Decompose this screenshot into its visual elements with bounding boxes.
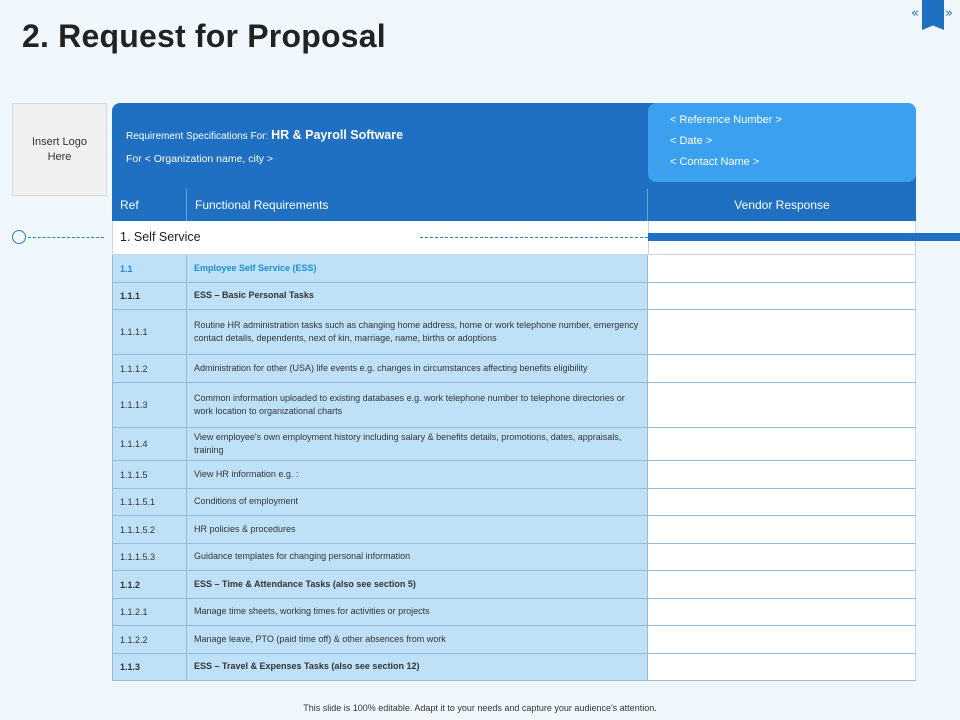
requirement-spec-line	[126, 128, 403, 142]
table-row	[112, 516, 916, 544]
ref-cell: 1.1.1.5	[112, 461, 187, 488]
table-row	[112, 255, 916, 283]
previous-slide-button[interactable]: «	[911, 6, 919, 21]
requirement-cell: Guidance templates for changing personal information	[187, 544, 648, 570]
ref-cell: 1.1.2.1	[112, 599, 187, 625]
requirement-cell: View employee's own employment history including salary & benefits details, promotions, dates, appraisals, training	[187, 428, 648, 460]
ref-cell: 1.1.2	[112, 571, 187, 598]
requirement-subject: HR & Payroll Software	[271, 128, 404, 142]
table-row	[112, 571, 916, 599]
table-row	[112, 599, 916, 626]
dashed-connector-middle	[420, 237, 648, 238]
requirement-cell: View HR information e.g. :	[187, 461, 648, 488]
accent-bar	[648, 233, 960, 241]
requirement-cell: Common information uploaded to existing databases e.g. work telephone number to telephone directories or work location to organizational charts	[187, 383, 648, 427]
table-row	[112, 626, 916, 654]
table-row	[112, 428, 916, 461]
requirement-prefix: Requirement Specifications For:	[126, 131, 272, 142]
vendor-response-cell[interactable]	[648, 654, 916, 680]
vendor-response-cell[interactable]	[648, 516, 916, 543]
table-row	[112, 383, 916, 428]
table-row	[112, 355, 916, 383]
ref-cell: 1.1.2.2	[112, 626, 187, 653]
vendor-response-cell[interactable]	[648, 626, 916, 653]
requirement-cell: Administration for other (USA) life events e.g. changes in circumstances affecting benefits eligibility	[187, 355, 648, 382]
vendor-response-cell[interactable]	[648, 489, 916, 515]
requirement-cell: Routine HR administration tasks such as changing home address, home or work telephone number, emergency contact details, dependents, next of kin, marriage, name, births or adoptions	[187, 310, 648, 354]
requirement-cell: ESS – Time & Attendance Tasks (also see section 5)	[187, 571, 648, 598]
ref-cell: 1.1.1.4	[112, 428, 187, 460]
date-field: < Date >	[670, 135, 713, 147]
vendor-response-cell[interactable]	[648, 355, 916, 382]
bookmark-ribbon	[922, 0, 944, 30]
ref-cell: 1.1.3	[112, 654, 187, 680]
reference-number: < Reference Number >	[670, 114, 782, 126]
vendor-response-cell[interactable]	[648, 599, 916, 625]
vendor-response-cell[interactable]	[648, 461, 916, 488]
vendor-response-cell[interactable]	[648, 283, 916, 309]
vendor-response-cell[interactable]	[648, 383, 916, 427]
vendor-response-cell[interactable]	[648, 571, 916, 598]
vendor-response-cell[interactable]	[648, 310, 916, 354]
column-header-ref: Ref	[112, 189, 187, 221]
ref-cell: 1.1.1	[112, 283, 187, 309]
dashed-connector-left	[28, 237, 104, 238]
requirement-cell: Conditions of employment	[187, 489, 648, 515]
requirements-table	[112, 255, 916, 681]
organization-line: For < Organization name, city >	[126, 153, 274, 165]
column-header-vendor: Vendor Response	[648, 189, 916, 221]
table-row	[112, 310, 916, 355]
ref-cell: 1.1.1.5.1	[112, 489, 187, 515]
logo-placeholder-text: Insert Logo Here	[31, 135, 88, 163]
vendor-response-cell[interactable]	[648, 255, 916, 282]
table-row	[112, 654, 916, 681]
footer-note: This slide is 100% editable. Adapt it to your needs and capture your audience's attention.	[303, 703, 657, 713]
ref-cell: 1.1.1.5.3	[112, 544, 187, 570]
requirement-cell: ESS – Basic Personal Tasks	[187, 283, 648, 309]
ref-cell: 1.1.1.2	[112, 355, 187, 382]
column-header-functional: Functional Requirements	[187, 189, 648, 221]
requirement-cell: HR policies & procedures	[187, 516, 648, 543]
section-title: 1. Self Service	[120, 230, 207, 244]
table-row	[112, 544, 916, 571]
page-title: 2. Request for Proposal	[22, 18, 386, 54]
ref-cell: 1.1.1.3	[112, 383, 187, 427]
requirement-cell: Employee Self Service (ESS)	[187, 255, 648, 282]
table-row	[112, 489, 916, 516]
vendor-response-cell[interactable]	[648, 428, 916, 460]
requirement-cell: Manage time sheets, working times for activities or projects	[187, 599, 648, 625]
table-row	[112, 461, 916, 489]
circle-connector-icon	[12, 230, 26, 244]
requirement-cell: Manage leave, PTO (paid time off) & other absences from work	[187, 626, 648, 653]
contact-name: < Contact Name >	[670, 156, 760, 168]
vendor-response-cell[interactable]	[648, 544, 916, 570]
requirement-cell: ESS – Travel & Expenses Tasks (also see section 12)	[187, 654, 648, 680]
ref-cell: 1.1.1.1	[112, 310, 187, 354]
table-row	[112, 283, 916, 310]
ref-cell: 1.1.1.5.2	[112, 516, 187, 543]
ref-cell: 1.1	[112, 255, 187, 282]
logo-placeholder	[12, 103, 107, 196]
next-slide-button[interactable]: »	[945, 6, 953, 21]
reference-info-box	[648, 103, 916, 182]
